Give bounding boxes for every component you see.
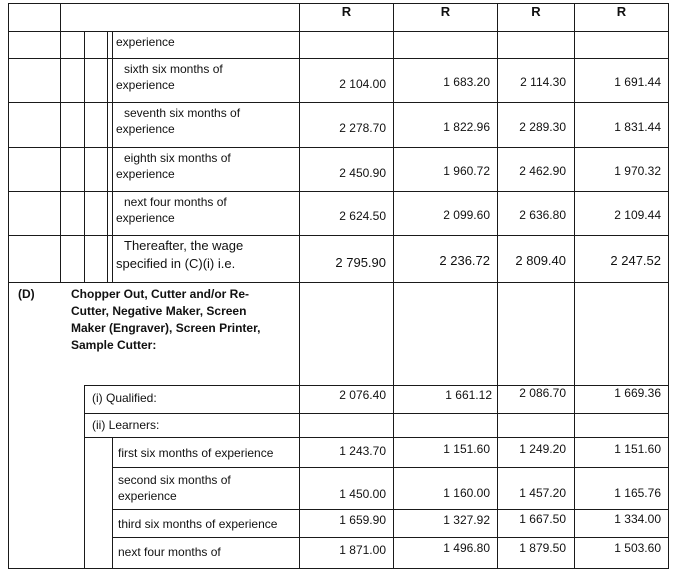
value-cell: 1 450.00 <box>339 487 386 501</box>
value-cell: 2 236.72 <box>439 253 490 268</box>
rule <box>84 31 85 283</box>
row-label: first six months of experience <box>118 446 274 460</box>
rule <box>84 385 85 569</box>
qualified-label: (i) Qualified: <box>92 391 157 405</box>
value-cell: 1 151.60 <box>443 442 490 456</box>
value-cell: 1 831.44 <box>614 120 661 134</box>
rule <box>84 413 668 414</box>
value-cell: 1 243.70 <box>339 444 386 458</box>
row-label-line1: sixth six months of <box>124 62 223 76</box>
currency-header: R <box>341 4 352 19</box>
value-cell: 1 879.50 <box>519 541 566 555</box>
learners-label: (ii) Learners: <box>92 418 160 432</box>
row-label-line1: next four months of <box>124 195 227 209</box>
row-label-line2: experience <box>116 167 175 181</box>
value-cell: 1 871.00 <box>339 543 386 557</box>
section-title-line1: Chopper Out, Cutter and/or Re- <box>71 287 249 301</box>
row-label-line1: second six months of <box>118 473 231 487</box>
row-label-line2: specified in (C)(i) i.e. <box>116 256 236 271</box>
row-label-line2: experience <box>116 122 175 136</box>
value-cell: 1 970.32 <box>614 164 661 178</box>
value-cell: 2 099.60 <box>443 208 490 222</box>
value-cell: 1 667.50 <box>519 512 566 526</box>
rule-bottom <box>8 568 668 569</box>
value-cell: 1 683.20 <box>443 75 490 89</box>
currency-header: R <box>440 4 451 19</box>
rule <box>112 509 668 510</box>
value-cell: 1 151.60 <box>614 442 661 456</box>
rule <box>112 467 668 468</box>
value-cell: 1 160.00 <box>443 486 490 500</box>
value-cell: 2 795.90 <box>335 255 386 270</box>
section-code: (D) <box>18 287 35 301</box>
row-label-line2: experience <box>116 78 175 92</box>
section-title-line2: Cutter, Negative Maker, Screen <box>71 304 247 318</box>
rule <box>112 31 113 283</box>
row-label-line1: seventh six months of <box>124 106 241 120</box>
currency-header: R <box>531 4 541 19</box>
value-cell: 2 076.40 <box>339 388 386 402</box>
value-cell: 2 624.50 <box>339 209 386 223</box>
value-cell: 1 669.36 <box>614 386 661 400</box>
value-cell: 2 809.40 <box>515 253 566 268</box>
value-cell: 2 462.90 <box>519 164 566 178</box>
row-label-line2: experience <box>116 211 175 225</box>
currency-header: R <box>616 4 627 19</box>
value-cell: 2 109.44 <box>614 208 661 222</box>
row-label-line1: eighth six months of <box>124 151 231 165</box>
value-cell: 2 450.90 <box>339 166 386 180</box>
value-cell: 1 960.72 <box>443 164 490 178</box>
value-cell: 1 457.20 <box>519 486 566 500</box>
value-cell: 2 278.70 <box>339 121 386 135</box>
value-cell: 2 289.30 <box>519 120 566 134</box>
value-cell: 1 334.00 <box>614 512 661 526</box>
rule <box>112 537 668 538</box>
value-cell: 2 247.52 <box>610 253 661 268</box>
section-title-line4: Sample Cutter: <box>71 338 157 352</box>
value-cell: 2 636.80 <box>519 208 566 222</box>
value-cell: 1 661.12 <box>445 388 492 402</box>
value-cell: 1 503.60 <box>614 541 661 555</box>
value-cell: 2 104.00 <box>339 77 386 91</box>
section-title-line3: Maker (Engraver), Screen Printer, <box>71 321 261 335</box>
value-cell: 2 086.70 <box>519 386 566 400</box>
row-label-line2: experience <box>118 489 177 503</box>
rule <box>84 437 668 438</box>
row-label: third six months of experience <box>118 517 278 531</box>
rule-left <box>8 3 9 569</box>
value-cell: 1 249.20 <box>519 442 566 456</box>
rule <box>112 437 113 569</box>
rule <box>60 3 61 283</box>
value-cell: 2 114.30 <box>520 75 566 89</box>
row-label: next four months of <box>118 545 221 559</box>
value-cell: 1 327.92 <box>443 513 490 527</box>
value-cell: 1 496.80 <box>443 541 490 555</box>
row-label-line1: Thereafter, the wage <box>124 238 244 253</box>
value-cell: 1 822.96 <box>443 120 490 134</box>
value-cell: 1 165.76 <box>614 486 661 500</box>
rule-right <box>668 3 669 569</box>
value-cell: 1 691.44 <box>614 75 661 89</box>
row-label: experience <box>116 35 175 49</box>
rule <box>107 31 108 283</box>
value-cell: 1 659.90 <box>339 513 386 527</box>
